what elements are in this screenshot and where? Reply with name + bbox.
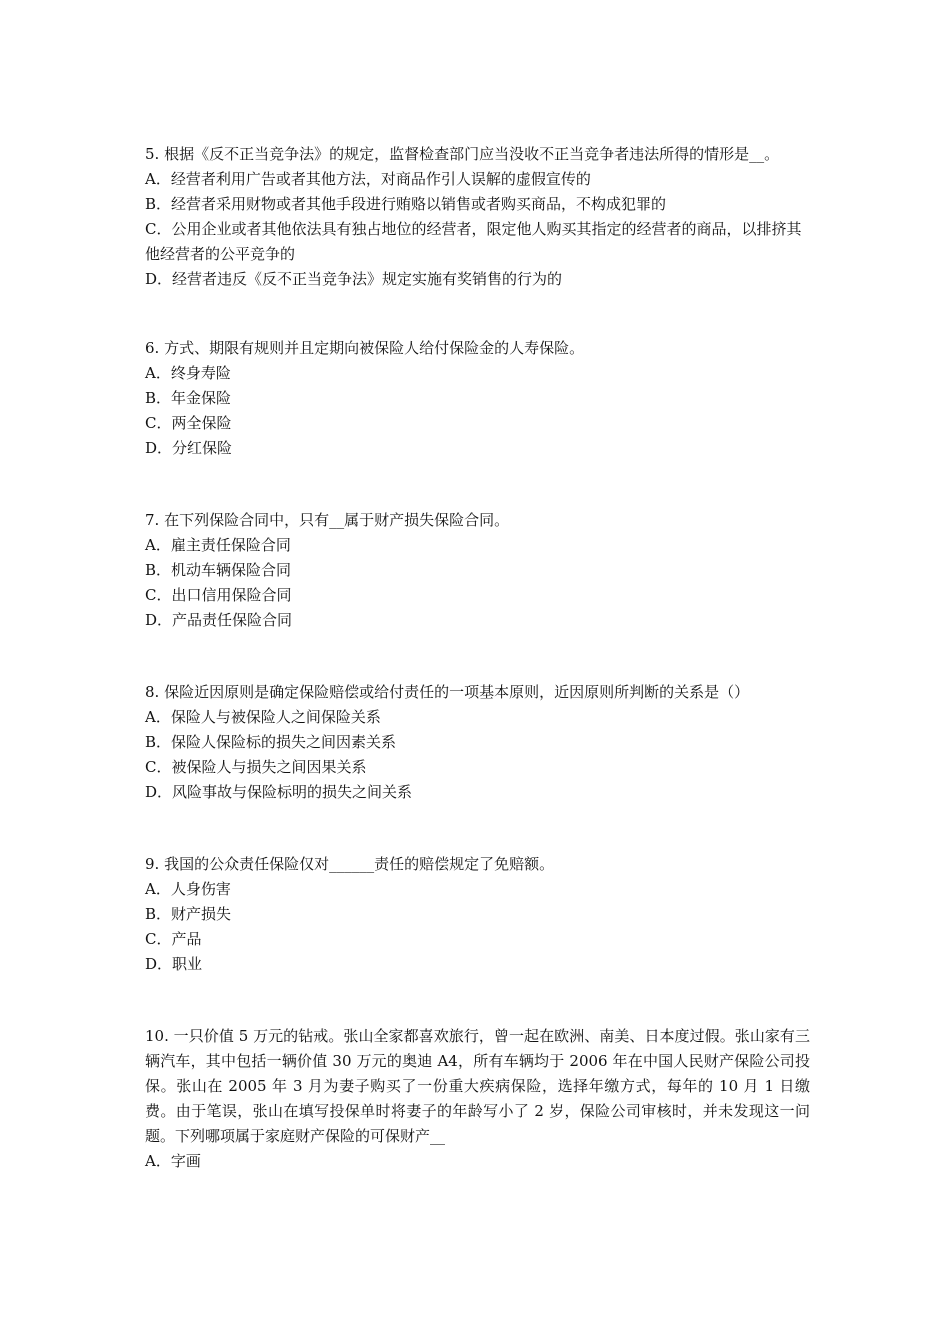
option-a: A．终身寿险 — [145, 364, 231, 382]
option-c: C．公用企业或者其他依法具有独占地位的经营者，限定他人购买其指定的经营者的商品，以排挤其他经营者的公平竞争的 — [145, 220, 802, 263]
option-b: B．机动车辆保险合同 — [145, 561, 292, 579]
question-6 — [145, 336, 810, 461]
question-stem: 8. 保险近因原则是确定保险赔偿或给付责任的一项基本原则，近因原则所判断的关系是（） — [145, 683, 750, 701]
question-list — [145, 142, 810, 1219]
option-c: C．产品 — [145, 930, 202, 948]
option-a: A．人身伤害 — [145, 880, 231, 898]
option-b: B．财产损失 — [145, 905, 232, 923]
option-b: B．经营者采用财物或者其他手段进行贿赂以销售或者购买商品，不构成犯罪的 — [145, 195, 667, 213]
question-stem: 9. 我国的公众责任保险仅对______责任的赔偿规定了免赔额。 — [145, 855, 555, 873]
question-stem: 7. 在下列保险合同中，只有__属于财产损失保险合同。 — [145, 511, 510, 529]
option-d: D．产品责任保险合同 — [145, 611, 293, 629]
option-a: A．经营者利用广告或者其他方法，对商品作引人误解的虚假宣传的 — [145, 170, 591, 188]
option-a: A．雇主责任保险合同 — [145, 536, 291, 554]
option-c: C．两全保险 — [145, 414, 232, 432]
option-b: B．保险人保险标的损失之间因素关系 — [145, 733, 397, 751]
question-stem: 6. 方式、期限有规则并且定期向被保险人给付保险金的人寿保险。 — [145, 339, 585, 357]
question-9 — [145, 852, 810, 977]
question-stem: 5. 根据《反不正当竞争法》的规定，监督检查部门应当没收不正当竞争者违法所得的情形是__。 — [145, 145, 780, 163]
question-8 — [145, 680, 810, 805]
option-a: A．保险人与被保险人之间保险关系 — [145, 708, 381, 726]
option-c: C．被保险人与损失之间因果关系 — [145, 758, 367, 776]
option-d: D．经营者违反《反不正当竞争法》规定实施有奖销售的行为的 — [145, 270, 563, 288]
question-5 — [145, 142, 810, 292]
question-stem: 10. 一只价值 5 万元的钻戒。张山全家都喜欢旅行，曾一起在欧洲、南美、日本度过假。张山家有三辆汽车，其中包括一辆价值 30 万元的奥迪 A4，所有车辆均于 2006 年在中国人民财产保险公司投保。张山在 2005 年 3 月为妻子购买了一份重大疾病保险，选择年缴方式，每年的 10 月 1 日缴费。由于笔误，张山在填写投保单时将妻子的年龄写小了 2 岁，保险公司审核时，并未发现这一问题。下列哪项属于家庭财产保险的可保财产__ — [145, 1027, 810, 1145]
option-d: D．职业 — [145, 955, 203, 973]
option-d: D．风险事故与保险标明的损失之间关系 — [145, 783, 413, 801]
option-a: A．字画 — [145, 1152, 201, 1170]
question-10 — [145, 1024, 810, 1174]
question-7 — [145, 508, 810, 633]
option-d: D．分红保险 — [145, 439, 233, 457]
option-c: C．出口信用保险合同 — [145, 586, 292, 604]
option-b: B．年金保险 — [145, 389, 232, 407]
